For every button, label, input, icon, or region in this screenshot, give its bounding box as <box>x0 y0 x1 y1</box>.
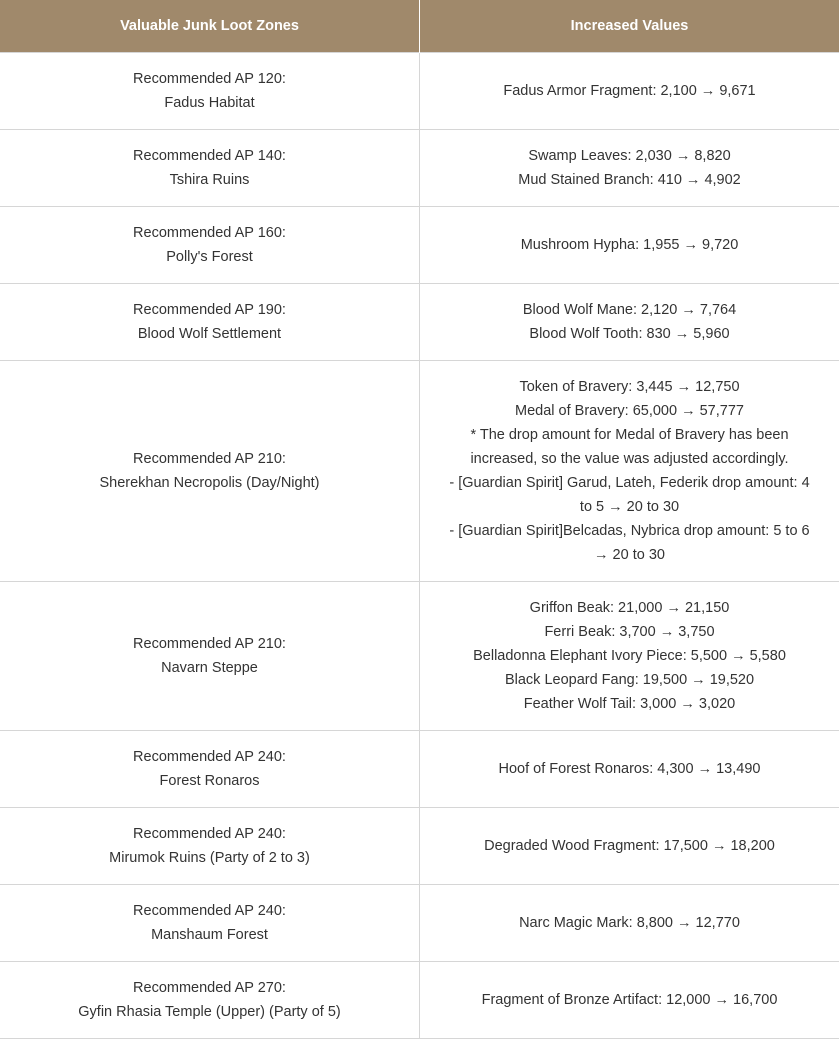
zone-name: Gyfin Rhasia Temple (Upper) (Party of 5) <box>78 1004 341 1020</box>
value-line: → 20 to 30 <box>594 547 665 563</box>
zone-cell <box>0 962 420 1039</box>
header-values: Increased Values <box>420 0 839 53</box>
header-zones: Valuable Junk Loot Zones <box>0 0 420 53</box>
value-line: Fadus Armor Fragment: 2,100 → 9,671 <box>503 83 756 99</box>
table-row <box>0 808 839 885</box>
table-row <box>0 284 839 361</box>
table-row <box>0 582 839 731</box>
recommended-ap: Recommended AP 240: <box>133 903 286 919</box>
recommended-ap: Recommended AP 190: <box>133 302 286 318</box>
value-line: increased, so the value was adjusted accordingly. <box>470 451 789 467</box>
value-line: * The drop amount for Medal of Bravery has been <box>470 427 789 443</box>
zone-cell <box>0 731 420 808</box>
recommended-ap: Recommended AP 120: <box>133 71 286 87</box>
zone-name: Polly's Forest <box>166 249 253 265</box>
value-line: Blood Wolf Tooth: 830 → 5,960 <box>529 326 730 342</box>
zone-cell <box>0 885 420 962</box>
value-line: Degraded Wood Fragment: 17,500 → 18,200 <box>484 838 775 854</box>
zone-cell <box>0 361 420 582</box>
zone-name: Blood Wolf Settlement <box>137 326 282 342</box>
zone-name: Sherekhan Necropolis (Day/Night) <box>99 475 320 491</box>
value-line: Griffon Beak: 21,000 → 21,150 <box>529 600 730 616</box>
zone-cell <box>0 130 420 207</box>
value-line: to 5 → 20 to 30 <box>579 499 680 515</box>
value-line: Narc Magic Mark: 8,800 → 12,770 <box>519 915 740 931</box>
recommended-ap: Recommended AP 210: <box>133 451 286 467</box>
table-body <box>0 53 839 1039</box>
zone-name: Tshira Ruins <box>169 172 250 188</box>
table-row <box>0 53 839 130</box>
value-line: - [Guardian Spirit] Garud, Lateh, Federik drop amount: 4 <box>449 475 810 491</box>
recommended-ap: Recommended AP 160: <box>133 225 286 241</box>
value-line: Feather Wolf Tail: 3,000 → 3,020 <box>523 696 736 712</box>
values-cell <box>420 962 839 1039</box>
values-cell <box>420 885 839 962</box>
value-line: Mud Stained Branch: 410 → 4,902 <box>518 172 741 188</box>
zone-cell <box>0 53 420 130</box>
zone-name: Manshaum Forest <box>151 927 268 943</box>
value-line: Swamp Leaves: 2,030 → 8,820 <box>528 148 731 164</box>
value-line: Hoof of Forest Ronaros: 4,300 → 13,490 <box>498 761 761 777</box>
values-cell <box>420 582 839 731</box>
value-line: - [Guardian Spirit]Belcadas, Nybrica drop amount: 5 to 6 <box>449 523 810 539</box>
value-line: Blood Wolf Mane: 2,120 → 7,764 <box>522 302 737 318</box>
values-cell <box>420 207 839 284</box>
table-row <box>0 207 839 284</box>
zone-name: Fadus Habitat <box>164 95 255 111</box>
recommended-ap: Recommended AP 140: <box>133 148 286 164</box>
header-row <box>0 0 839 53</box>
zone-cell <box>0 582 420 731</box>
recommended-ap: Recommended AP 210: <box>133 636 286 652</box>
value-line: Mushroom Hypha: 1,955 → 9,720 <box>520 237 739 253</box>
zone-cell <box>0 808 420 885</box>
zone-name: Mirumok Ruins (Party of 2 to 3) <box>109 850 310 866</box>
values-cell <box>420 731 839 808</box>
recommended-ap: Recommended AP 240: <box>133 749 286 765</box>
zone-cell <box>0 207 420 284</box>
table-row <box>0 361 839 582</box>
table-row <box>0 731 839 808</box>
zone-cell <box>0 284 420 361</box>
values-cell <box>420 130 839 207</box>
zone-name: Navarn Steppe <box>161 660 258 676</box>
table-row <box>0 962 839 1039</box>
recommended-ap: Recommended AP 240: <box>133 826 286 842</box>
value-line: Token of Bravery: 3,445 → 12,750 <box>519 379 740 395</box>
values-cell <box>420 808 839 885</box>
value-line: Ferri Beak: 3,700 → 3,750 <box>544 624 715 640</box>
values-cell <box>420 284 839 361</box>
value-line: Fragment of Bronze Artifact: 12,000 → 16,700 <box>481 992 778 1008</box>
recommended-ap: Recommended AP 270: <box>133 980 286 996</box>
table-row <box>0 885 839 962</box>
values-cell <box>420 53 839 130</box>
zone-name: Forest Ronaros <box>159 773 260 789</box>
value-line: Medal of Bravery: 65,000 → 57,777 <box>515 403 744 419</box>
values-cell <box>420 361 839 582</box>
value-line: Belladonna Elephant Ivory Piece: 5,500 → 5,580 <box>473 648 786 664</box>
value-line: Black Leopard Fang: 19,500 → 19,520 <box>504 672 755 688</box>
table-row <box>0 130 839 207</box>
